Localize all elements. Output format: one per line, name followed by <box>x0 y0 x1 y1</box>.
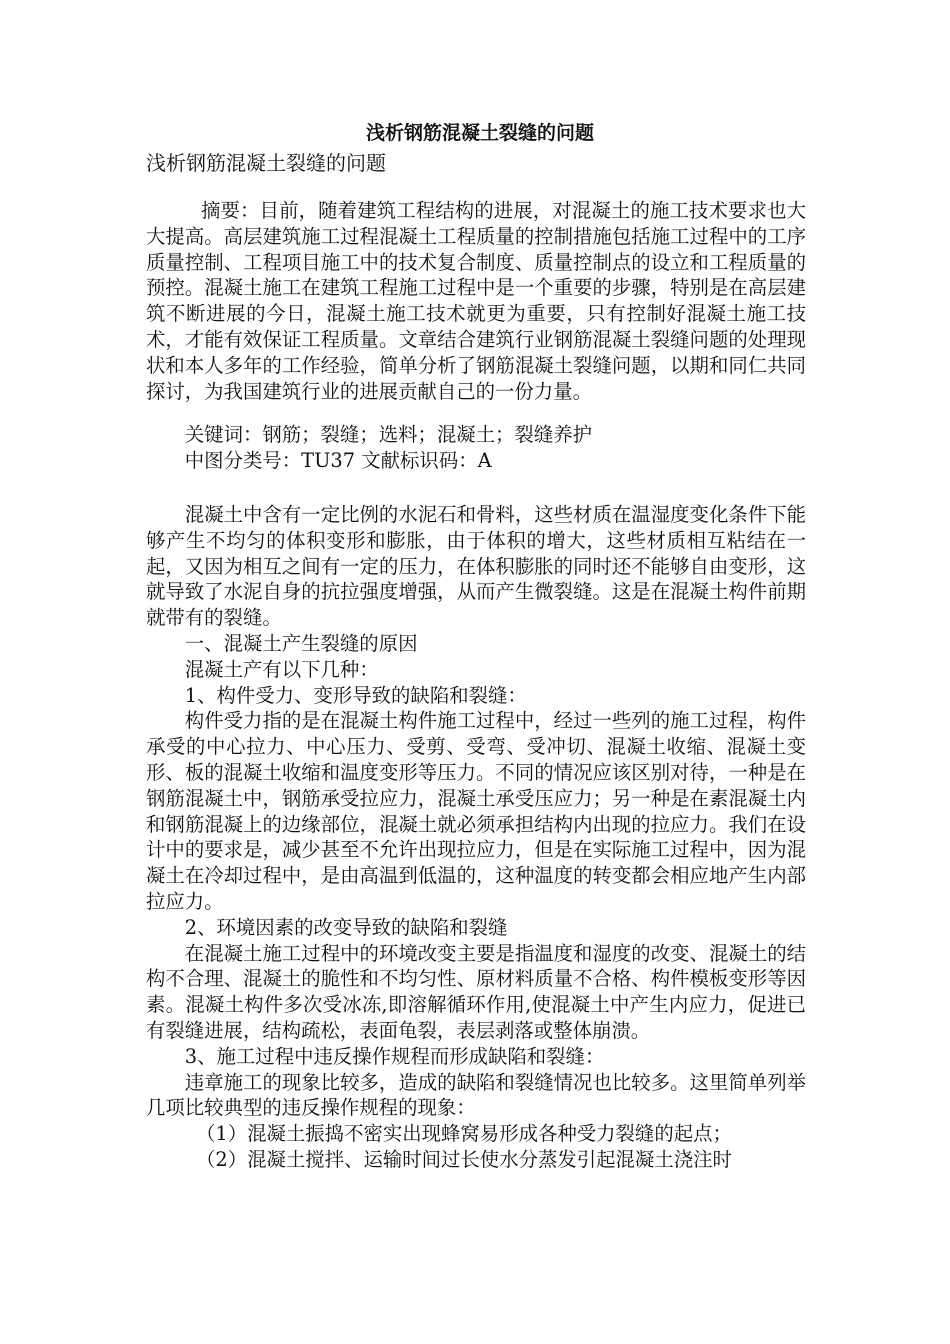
item-heading: 1、构件受力、变形导致的缺陷和裂缝： <box>184 683 527 707</box>
intro-paragraph: 混凝土中含有一定比例的水泥石和骨料，这些材质在温湿度变化条件下能够产生不均匀的体积变形和膨胀，由于体积的增大，这些材质相互粘结在一起，又因为相互之间有一定的压力，在体积膨胀的同时还不能够自由变形，这就导致了水泥自身的抗拉强度增强，从而产生微裂缝。这是在混凝土构件前期就带有的裂缝。 <box>146 502 806 630</box>
abstract-paragraph: 摘要：目前，随着建筑工程结构的进展，对混凝土的施工技术要求也大大提高。高层建筑施工过程混凝土工程质量的控制措施包括施工过程中的工序质量控制、工程项目施工中的技术复合制度、质量控制点的设立和工程质量的预控。混凝土施工在建筑工程施工过程中是一个重要的步骤，特别是在高层建筑不断进展的今日，混凝土施工技术就更为重要，只有控制好混凝土施工技术，才能有效保证工程质量。文章结合建筑行业钢筋混凝土裂缝问题的处理现状和本人多年的工作经验，简单分析了钢筋混凝土裂缝问题，以期和同仁共同探讨，为我国建筑行业的进展贡献自己的一份力量。 <box>146 199 806 403</box>
spacer <box>146 178 806 198</box>
item-body-paragraph: 构件受力指的是在混凝土构件施工过程中，经过一些列的施工过程，构件承受的中心拉力、中心压力、受剪、受弯、受冲切、混凝土收缩、混凝土变形、板的混凝土收缩和温度变形等压力。不同的情况应该区别对待，一种是在钢筋混凝土中，钢筋承受拉应力，混凝土承受压应力；另一种是在素混凝土内和钢筋混凝上的边缘部位，混凝土就必须承担结构内出现的拉应力。我们在设计中的要求是，减少甚至不允许出现拉应力，但是在实际施工过程中，因为混凝土在冷却过程中，是由高温到低温的，这种温度的转变都会相应地产生内部拉应力。 <box>146 709 806 913</box>
classification-line: 中图分类号：TU37 文献标识码：A <box>184 449 492 473</box>
section-lead: 混凝土产有以下几种： <box>184 657 379 681</box>
item-body-paragraph: 在混凝土施工过程中的环境改变主要是指温度和湿度的改变、混凝土的结构不合理、混凝土的脆性和不均匀性、原材料质量不合格、构件模板变形等因素。混凝土构件多次受冰冻,即溶解循环作用,使混凝土中产生内应力，促进已有裂缝进展，结构疏松，表面龟裂，表层剥落或整体崩溃。 <box>146 941 806 1042</box>
sub-item-line: （2）混凝土搅拌、运输时间过长使水分蒸发引起混凝土浇注时 <box>196 1147 732 1171</box>
item-body-paragraph: 违章施工的现象比较多，造成的缺陷和裂缝情况也比较多。这里简单列举几项比较典型的违反操作规程的现象： <box>146 1070 806 1120</box>
document-page <box>146 118 806 1173</box>
item-heading: 3、施工过程中违反操作规程而形成缺陷和裂缝： <box>184 1044 605 1068</box>
keywords-line: 关键词：钢筋；裂缝；选料；混凝土；裂缝养护 <box>184 423 592 447</box>
spacer <box>146 474 806 502</box>
document-title: 浅析钢筋混凝土裂缝的问题 <box>365 122 594 144</box>
sub-item-line: （1）混凝土振捣不密实出现蜂窝易形成各种受力裂缝的起点； <box>196 1122 732 1146</box>
document-subtitle: 浅析钢筋混凝土裂缝的问题 <box>146 151 386 175</box>
item-heading: 2、环境因素的改变导致的缺陷和裂缝 <box>184 915 508 939</box>
section-heading: 一、混凝土产生裂缝的原因 <box>184 631 418 655</box>
spacer <box>146 404 806 422</box>
